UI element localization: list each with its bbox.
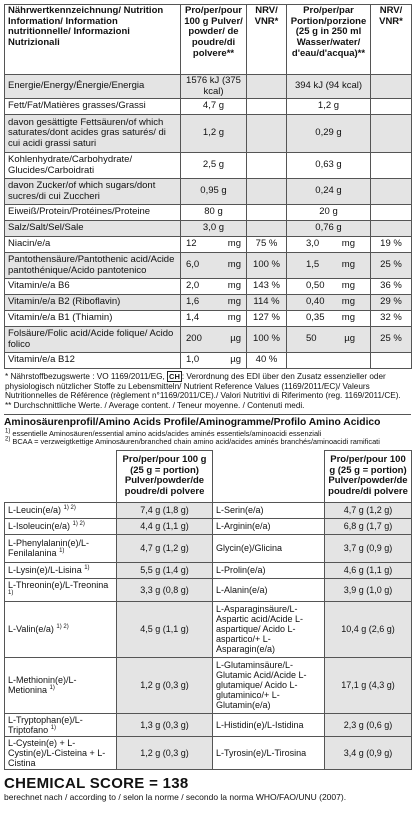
value-per-portion: 0,29 g (287, 115, 371, 153)
value-per-portion (287, 353, 371, 369)
value-per-portion: 20 g (287, 205, 371, 221)
chemical-score: CHEMICAL SCORE = 138 (4, 775, 189, 793)
note-bcaa: BCAA = verzweigtkettige Aminosäuren/branched chain amino acid/acides aminés branchés/aminoacidi ramificati (12, 437, 380, 447)
amino-title: Aminosäurenprofil/Amino Acids Profile/Aminogramme/Profilo Amino Acidico (4, 414, 411, 429)
nutrient-name: davon gesättigte Fettsäuren/of which saturates/dont acides gras saturés/ di cui acidi grassi saturi (5, 115, 181, 153)
nrv-per-100g: 100 % (247, 253, 287, 279)
header-per-100g: Pro/per/pour 100 g Pulver/ powder/ de poudre/di polvere** (181, 5, 247, 75)
amino-value-right: 2,3 g (0,6 g) (325, 713, 412, 736)
nutrition-row (5, 153, 412, 179)
nrv-per-portion (371, 205, 412, 221)
amino-name-right: L-Alanin(e/a) (213, 578, 325, 601)
amino-value-right: 4,7 g (1,2 g) (325, 502, 412, 518)
amino-row (5, 562, 412, 578)
nrv-per-portion: 36 % (371, 279, 412, 295)
amino-value-left: 4,4 g (1,1 g) (117, 518, 213, 534)
value-per-portion: 0,76 g (287, 221, 371, 237)
value-per-100g: 1,0 µg (181, 353, 247, 369)
nrv-per-100g: 127 % (247, 311, 287, 327)
nutrition-row (5, 311, 412, 327)
amino-name-right: L-Histidin(e)/L-Istidina (213, 713, 325, 736)
value-per-portion: 0,24 g (287, 179, 371, 205)
amino-name-right: L-Asparaginsäure/L-Aspartic acid/Acide L-aspartique/ Acido L-aspartico/+ L-Asparagin(e/a) (213, 601, 325, 657)
nrv-per-100g: 114 % (247, 295, 287, 311)
header-per-portion: Pro/per/par Portion/porzione (25 g in 250 ml Wasser/water/ d'eau/d'acqua)** (287, 5, 371, 75)
amino-value-right: 3,4 g (0,9 g) (325, 737, 412, 770)
nutrition-row (5, 327, 412, 353)
amino-value-right: 3,9 g (1,0 g) (325, 578, 412, 601)
nrv-per-portion: 19 % (371, 237, 412, 253)
value-per-100g: 80 g (181, 205, 247, 221)
value-per-portion: 3,0 mg (287, 237, 371, 253)
amino-name-left: L-Valin(e/a) $^{1) 2)}$ (5, 601, 117, 657)
value-per-100g: 12 mg (181, 237, 247, 253)
nutrition-row (5, 253, 412, 279)
amino-row (5, 601, 412, 657)
amino-name-left: L-Isoleucin(e/a) $^{1) 2)}$ (5, 518, 117, 534)
amino-header-right: Pro/per/pour 100 g (25 g = portion) Pulver/powder/de poudre/di polvere (325, 450, 412, 502)
nrv-per-100g (247, 115, 287, 153)
amino-row (5, 737, 412, 770)
amino-value-left: 1,2 g (0,3 g) (117, 657, 213, 713)
value-per-portion: 0,40 mg (287, 295, 371, 311)
nutrient-name: Vitamin/e/a B6 (5, 279, 181, 295)
value-per-portion: 50 µg (287, 327, 371, 353)
value-per-portion: 0,50 mg (287, 279, 371, 295)
amino-header-blank-left (5, 450, 117, 502)
nutrition-row (5, 75, 412, 99)
amino-value-right: 17,1 g (4,3 g) (325, 657, 412, 713)
nutrient-name: Salz/Salt/Sel/Sale (5, 221, 181, 237)
nrv-per-portion (371, 221, 412, 237)
value-per-portion: 1,2 g (287, 99, 371, 115)
amino-value-left: 3,3 g (0,8 g) (117, 578, 213, 601)
nutrient-name: Pantothensäure/Pantothenic acid/Acide pantothénique/Acido pantotenico (5, 253, 181, 279)
amino-row (5, 518, 412, 534)
amino-name-right: L-Arginin(e/a) (213, 518, 325, 534)
amino-value-right: 10,4 g (2,6 g) (325, 601, 412, 657)
amino-name-right: L-Prolin(e/a) (213, 562, 325, 578)
nutrient-name: Energie/Energy/Énergie/Energia (5, 75, 181, 99)
nrv-per-portion: 25 % (371, 253, 412, 279)
nutrition-row (5, 353, 412, 369)
nutrition-table (4, 4, 412, 369)
amino-value-right: 4,6 g (1,1 g) (325, 562, 412, 578)
nutrient-name: Eiweiß/Protein/Protéines/Proteine (5, 205, 181, 221)
amino-row (5, 578, 412, 601)
footnote-average: ** Durchschnittliche Werte. / Average content. / Teneur moyenne. / Contenuti medi. (5, 400, 305, 410)
nrv-per-portion (371, 353, 412, 369)
nutrition-row (5, 221, 412, 237)
nutrient-name: Vitamin/e/a B1 (Thiamin) (5, 311, 181, 327)
amino-name-left: L-Methionin(e)/L-Metionina $^{1)}$ (5, 657, 117, 713)
nrv-per-100g: 75 % (247, 237, 287, 253)
nutrition-row (5, 279, 412, 295)
amino-notes (5, 430, 410, 447)
amino-row (5, 713, 412, 736)
amino-row (5, 657, 412, 713)
amino-name-right: L-Serin(e/a) (213, 502, 325, 518)
value-per-100g: 4,7 g (181, 99, 247, 115)
amino-row (5, 502, 412, 518)
score-note: berechnet nach / according to / selon la norme / secondo la norma WHO/FAO/UNU (2007). (4, 792, 347, 803)
amino-value-left: 1,3 g (0,3 g) (117, 713, 213, 736)
amino-name-right: L-Tyrosin(e)/L-Tirosina (213, 737, 325, 770)
nrv-per-portion: 32 % (371, 311, 412, 327)
nutrient-name: Folsäure/Folic acid/Acide folique/ Acido folico (5, 327, 181, 353)
note-essential: essentielle Aminosäuren/essential amino acids/acides aminés essentiels/aminoacidi essenziali (12, 428, 322, 438)
nutrition-row (5, 205, 412, 221)
value-per-portion: 394 kJ (94 kcal) (287, 75, 371, 99)
nrv-per-100g (247, 75, 287, 99)
amino-header-blank-right (213, 450, 325, 502)
amino-value-left: 5,5 g (1,4 g) (117, 562, 213, 578)
nrv-per-portion (371, 99, 412, 115)
value-per-100g: 1,6 mg (181, 295, 247, 311)
nutrient-name: Kohlenhydrate/Carbohydrate/ Glucides/Carboidrati (5, 153, 181, 179)
amino-name-left: L-Phenylalanin(e)/L-Fenilalanina $^{1)}$ (5, 534, 117, 562)
amino-name-left: L-Tryptophan(e)/L-Triptofano $^{1)}$ (5, 713, 117, 736)
nrv-per-portion (371, 153, 412, 179)
value-per-portion: 0,35 mg (287, 311, 371, 327)
amino-name-left: L-Lysin(e)/L-Lisina $^{1)}$ (5, 562, 117, 578)
amino-name-left: L-Leucin(e/a) $^{1) 2)}$ (5, 502, 117, 518)
nrv-per-portion (371, 179, 412, 205)
amino-value-left: 4,7 g (1,2 g) (117, 534, 213, 562)
nutrient-name: davon Zucker/of which sugars/dont sucres/di cui Zuccheri (5, 179, 181, 205)
nrv-per-100g (247, 205, 287, 221)
nutrition-row (5, 295, 412, 311)
value-per-100g: 1,4 mg (181, 311, 247, 327)
amino-value-left: 7,4 g (1,8 g) (117, 502, 213, 518)
amino-name-left: L-Threonin(e)/L-Treonina $^{1)}$ (5, 578, 117, 601)
amino-header-left: Pro/per/pour 100 g (25 g = portion) Pulver/powder/de poudre/di polvere (117, 450, 213, 502)
note-marker-1: 1) (5, 428, 11, 435)
header-nrv-1: NRV/ VNR* (247, 5, 287, 75)
ch-label: CH (169, 372, 180, 382)
amino-row (5, 534, 412, 562)
amino-value-right: 3,7 g (0,9 g) (325, 534, 412, 562)
value-per-100g: 0,95 g (181, 179, 247, 205)
nutrition-row (5, 179, 412, 205)
footnote-nrv-text-2: : Verordnung des EDI über den Zusatz essenzieller oder physiologisch nützlicher Stoffe zu Lebensmitteln/ Nutrient Reference Values (1169/2011/EC)/ Valeurs Nutritionnelles de Référence (règlement n°1169/2011/CE)./ Valori Nutritivi di Riferimento (reg. 1169/2011/CE). (5, 372, 401, 401)
amino-value-left: 4,5 g (1,1 g) (117, 601, 213, 657)
nrv-per-100g (247, 179, 287, 205)
nutrient-name: Niacin/e/a (5, 237, 181, 253)
value-per-100g: 1,2 g (181, 115, 247, 153)
nutrient-name: Fett/Fat/Matières grasses/Grassi (5, 99, 181, 115)
amino-name-right: L-Glutaminsäure/L-Glutamic Acid/Acide L-glutamique/ Acido L-glutaminico/+ L-Glutamin(e/a) (213, 657, 325, 713)
nrv-per-portion: 29 % (371, 295, 412, 311)
nutrition-row (5, 237, 412, 253)
value-per-100g: 6,0 mg (181, 253, 247, 279)
nrv-per-portion (371, 75, 412, 99)
header-nrv-2: NRV/ VNR* (371, 5, 412, 75)
value-per-100g: 1576 kJ (375 kcal) (181, 75, 247, 99)
nutrient-name: Vitamin/e/a B12 (5, 353, 181, 369)
nutrition-footnotes (5, 372, 410, 410)
amino-value-right: 6,8 g (1,7 g) (325, 518, 412, 534)
amino-name-right: Glycin(e)/Glicina (213, 534, 325, 562)
nrv-per-portion: 25 % (371, 327, 412, 353)
amino-table (4, 450, 412, 771)
nrv-per-100g (247, 99, 287, 115)
value-per-100g: 3,0 g (181, 221, 247, 237)
amino-value-left: 1,2 g (0,3 g) (117, 737, 213, 770)
value-per-100g: 2,0 mg (181, 279, 247, 295)
nutrition-row (5, 99, 412, 115)
header-nutrient: Nährwertkennzeichnung/ Nutrition Information/ Information nutritionnelle/ Informazioni Nutrizionali (5, 5, 181, 75)
nrv-per-100g: 100 % (247, 327, 287, 353)
value-per-portion: 1,5 mg (287, 253, 371, 279)
nrv-per-100g (247, 153, 287, 179)
note-marker-2: 2) (5, 436, 11, 443)
nutrient-name: Vitamin/e/a B2 (Riboflavin) (5, 295, 181, 311)
nutrition-row (5, 115, 412, 153)
value-per-100g: 2,5 g (181, 153, 247, 179)
value-per-portion: 0,63 g (287, 153, 371, 179)
value-per-100g: 200 µg (181, 327, 247, 353)
nrv-per-portion (371, 115, 412, 153)
amino-name-left: L-Cystein(e) + L-Cystin(e)/L-Cisteina + L-Cistina (5, 737, 117, 770)
nrv-per-100g: 143 % (247, 279, 287, 295)
nrv-per-100g (247, 221, 287, 237)
nrv-per-100g: 40 % (247, 353, 287, 369)
footnote-nrv-text: * Nährstoffbezugswerte : VO 1169/2011/EG, (5, 372, 165, 382)
